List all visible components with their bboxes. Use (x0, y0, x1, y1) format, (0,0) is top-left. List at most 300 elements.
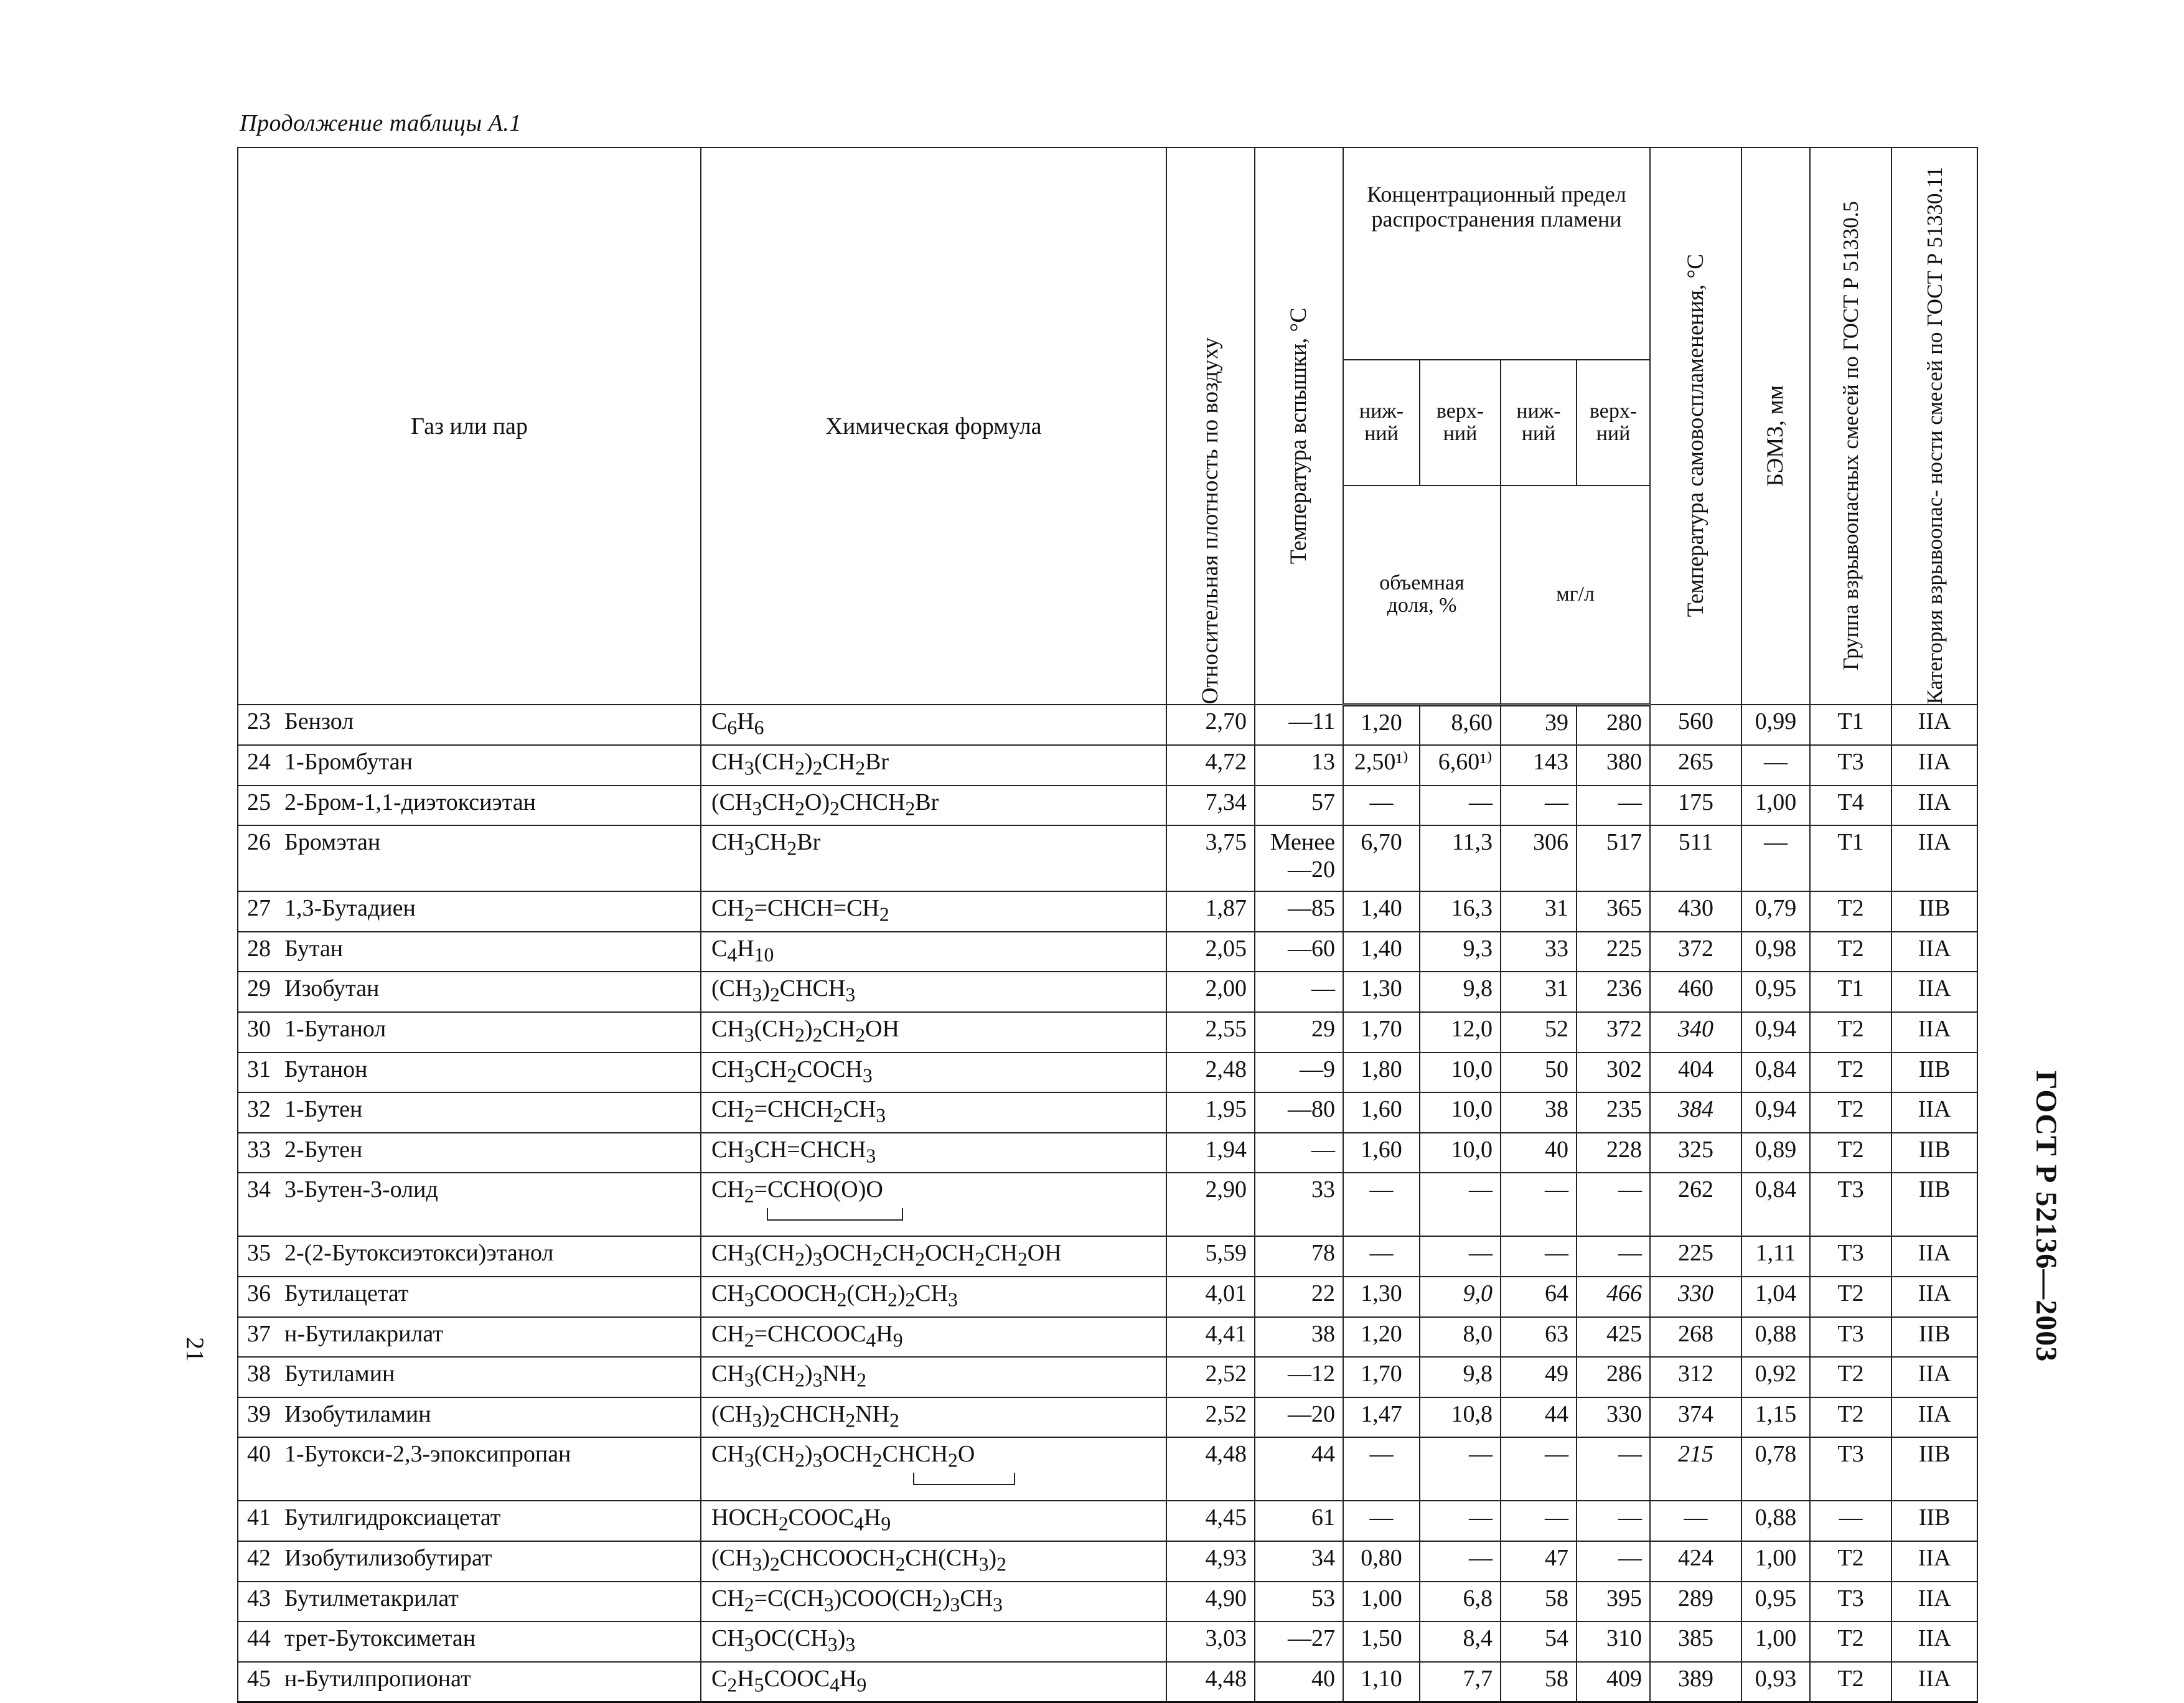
cell-upper-vol: 11,3 (1420, 825, 1501, 891)
cell-flash-point: 34 (1255, 1541, 1343, 1582)
cell-lower-mg: — (1501, 1173, 1577, 1236)
cell-group: T2 (1810, 1277, 1891, 1317)
cell-lower-mg: 33 (1501, 932, 1577, 972)
cell-group: T1 (1810, 825, 1891, 891)
header-lower-mg: ниж- ний (1501, 360, 1577, 486)
cell-density: 2,00 (1166, 972, 1255, 1012)
gas-name: Изобутан (284, 975, 380, 1002)
cell-gas-name (238, 1236, 701, 1277)
cell-lower-vol: 1,40 (1343, 932, 1420, 972)
cell-formula: $CH_2=CCHO(O)O$ (701, 1173, 1166, 1236)
cell-lower-vol: — (1343, 1173, 1420, 1236)
cell-upper-vol: 8,60 (1420, 705, 1501, 745)
cell-lower-vol: — (1343, 1236, 1420, 1277)
cell-density: 4,48 (1166, 1662, 1255, 1702)
cell-gas-name (238, 1277, 701, 1317)
cell-density: 1,94 (1166, 1133, 1255, 1173)
cell-lower-vol: 1,30 (1343, 1277, 1420, 1317)
cell-upper-vol: 10,0 (1420, 1053, 1501, 1093)
cell-autoignition: 268 (1650, 1317, 1741, 1358)
gas-name: Бутилацетат (284, 1280, 409, 1307)
cell-gas-name (238, 1662, 701, 1702)
cell-flash-point: 13 (1255, 745, 1343, 786)
cell-autoignition: 312 (1650, 1357, 1741, 1397)
page-number: 21 (181, 1337, 209, 1362)
cell-density: 7,34 (1166, 786, 1255, 826)
cell-upper-vol: 9,8 (1420, 1357, 1501, 1397)
cell-upper-mg: — (1577, 1437, 1650, 1501)
cell-density: 2,48 (1166, 1053, 1255, 1093)
cell-lower-vol: 6,70 (1343, 825, 1420, 891)
cell-upper-vol: 8,0 (1420, 1317, 1501, 1358)
cell-lower-vol: 0,80 (1343, 1541, 1420, 1582)
cell-density: 2,70 (1166, 705, 1255, 745)
header-volume-fraction: объемная доля, % (1343, 486, 1501, 705)
cell-group: T3 (1810, 745, 1891, 786)
cell-group: T2 (1810, 932, 1891, 972)
cell-formula: $CH_3(CH_2)_3OCH_2CH_2OCH_2CH_2OH$ (701, 1236, 1166, 1277)
cell-flash-point: — (1255, 972, 1343, 1012)
cell-density: 4,48 (1166, 1437, 1255, 1501)
cell-lower-vol: 1,70 (1343, 1357, 1420, 1397)
cell-bemz: 0,95 (1741, 1582, 1810, 1622)
cell-lower-mg: 39 (1501, 705, 1577, 745)
header-concentration: Концентрационный предел распространения пламени (1343, 148, 1650, 360)
table-row (238, 705, 1977, 745)
cell-lower-vol: 1,00 (1343, 1582, 1420, 1622)
cell-formula: $C_4H_{10}$ (701, 932, 1166, 972)
cell-group: T2 (1810, 891, 1891, 932)
cell-lower-mg: 44 (1501, 1397, 1577, 1438)
gas-name: 1-Бромбутан (284, 749, 413, 776)
cell-bemz: 0,94 (1741, 1012, 1810, 1053)
gas-name: Бутиламин (284, 1361, 395, 1387)
cell-flash-point: 57 (1255, 786, 1343, 826)
table-row (238, 1092, 1977, 1133)
gas-name: Бутилгидроксиацетат (284, 1504, 501, 1531)
cell-formula: $CH_3COOCH_2(CH_2)_2CH_3$ (701, 1277, 1166, 1317)
cell-lower-vol: 1,80 (1343, 1053, 1420, 1093)
cell-formula: $CH_2=CHCH=CH_2$ (701, 891, 1166, 932)
cell-category: IIA (1891, 932, 1977, 972)
table-row (238, 1397, 1977, 1438)
cell-density: 4,45 (1166, 1501, 1255, 1541)
cell-upper-mg: 228 (1577, 1133, 1650, 1173)
cell-flash-point: —9 (1255, 1053, 1343, 1093)
cell-lower-mg: 50 (1501, 1053, 1577, 1093)
cell-bemz: 0,98 (1741, 932, 1810, 972)
cell-bemz: 0,79 (1741, 891, 1810, 932)
cell-lower-mg: 47 (1501, 1541, 1577, 1582)
table-row (238, 825, 1977, 891)
row-number: 32 (247, 1096, 271, 1123)
cell-lower-mg: 40 (1501, 1133, 1577, 1173)
gas-name: н-Бутилпропионат (284, 1665, 471, 1692)
cell-autoignition: 560 (1650, 705, 1741, 745)
document-side-title: ГОСТ Р 52136—2003 (2030, 1071, 2063, 1363)
cell-group: T3 (1810, 1582, 1891, 1622)
cell-gas-name (238, 1397, 701, 1438)
table-row (238, 1582, 1977, 1622)
header-upper-vol: верх- ний (1420, 360, 1501, 486)
cell-lower-vol: 1,60 (1343, 1092, 1420, 1133)
cell-flash-point: —11 (1255, 705, 1343, 745)
gas-name: 2-(2-Бутоксиэтокси)этанол (284, 1240, 554, 1267)
cell-group: T2 (1810, 1662, 1891, 1702)
cell-flash-point: 44 (1255, 1437, 1343, 1501)
cell-category: IIA (1891, 972, 1977, 1012)
gas-name: 1-Бутанол (284, 1016, 387, 1042)
cell-autoignition: 289 (1650, 1582, 1741, 1622)
cell-gas-name (238, 1053, 701, 1093)
cell-group: T1 (1810, 705, 1891, 745)
cell-autoignition: 374 (1650, 1397, 1741, 1438)
cell-upper-mg: — (1577, 786, 1650, 826)
cell-upper-vol: 10,0 (1420, 1092, 1501, 1133)
cell-flash-point: 22 (1255, 1277, 1343, 1317)
cell-density: 5,59 (1166, 1236, 1255, 1277)
header-density: Относительная плотность по воздуху (1166, 148, 1255, 705)
cell-flash-point: 61 (1255, 1501, 1343, 1541)
cell-upper-vol: 10,8 (1420, 1397, 1501, 1438)
cell-lower-mg: 63 (1501, 1317, 1577, 1358)
cell-bemz: 0,88 (1741, 1317, 1810, 1358)
cell-upper-vol: 9,0 (1420, 1277, 1501, 1317)
cell-autoignition: 330 (1650, 1277, 1741, 1317)
cell-density: 1,95 (1166, 1092, 1255, 1133)
header-upper-mg: верх- ний (1577, 360, 1650, 486)
cell-density: 1,87 (1166, 891, 1255, 932)
cell-category: IIA (1891, 705, 1977, 745)
table-row (238, 891, 1977, 932)
cell-bemz: 0,92 (1741, 1357, 1810, 1397)
row-number: 31 (247, 1056, 271, 1082)
gas-name: 3-Бутен-3-олид (284, 1176, 438, 1203)
cell-group: — (1810, 1501, 1891, 1541)
header-category: Категория взрывоопас- ности смесей по ГОСТ Р 51330.11 (1891, 148, 1977, 705)
cell-upper-vol: 6,8 (1420, 1582, 1501, 1622)
row-number: 42 (247, 1544, 271, 1571)
cell-formula: $CH_3(CH_2)_2CH_2OH$ (701, 1012, 1166, 1053)
cell-density: 2,55 (1166, 1012, 1255, 1053)
cell-upper-mg: — (1577, 1541, 1650, 1582)
row-number: 29 (247, 975, 271, 1002)
cell-flash-point: —80 (1255, 1092, 1343, 1133)
cell-gas-name (238, 1012, 701, 1053)
cell-bemz: 0,78 (1741, 1437, 1810, 1501)
ring-bracket (767, 1208, 903, 1221)
cell-flash-point: —27 (1255, 1621, 1343, 1662)
cell-density: 2,05 (1166, 932, 1255, 972)
row-number: 39 (247, 1400, 271, 1427)
cell-upper-vol: — (1420, 1236, 1501, 1277)
gas-name: 2-Бутен (284, 1136, 363, 1163)
cell-gas-name (238, 1133, 701, 1173)
table-row (238, 1236, 1977, 1277)
cell-flash-point: 53 (1255, 1582, 1343, 1622)
row-number: 38 (247, 1361, 271, 1387)
cell-category: IIB (1891, 1437, 1977, 1501)
cell-upper-vol: — (1420, 1501, 1501, 1541)
cell-flash-point: 40 (1255, 1662, 1343, 1702)
cell-gas-name (238, 705, 701, 745)
cell-category: IIA (1891, 1092, 1977, 1133)
cell-category: IIA (1891, 1662, 1977, 1702)
cell-flash-point: —60 (1255, 932, 1343, 972)
table-row (238, 1501, 1977, 1541)
cell-upper-mg: 466 (1577, 1277, 1650, 1317)
cell-gas-name (238, 1501, 701, 1541)
cell-bemz: 0,95 (1741, 972, 1810, 1012)
cell-density: 3,03 (1166, 1621, 1255, 1662)
cell-gas-name (238, 1437, 701, 1501)
cell-formula: $C_6H_6$ (701, 705, 1166, 745)
cell-upper-vol: 6,60¹⁾ (1420, 745, 1501, 786)
cell-density: 3,75 (1166, 825, 1255, 891)
row-number: 30 (247, 1016, 271, 1042)
cell-upper-vol: 12,0 (1420, 1012, 1501, 1053)
cell-upper-vol: — (1420, 1541, 1501, 1582)
cell-upper-mg: 380 (1577, 745, 1650, 786)
cell-bemz: 1,00 (1741, 1621, 1810, 1662)
cell-lower-mg: 306 (1501, 825, 1577, 891)
cell-group: T2 (1810, 1012, 1891, 1053)
cell-autoignition: 430 (1650, 891, 1741, 932)
header-mg-per-l: мг/л (1501, 486, 1650, 705)
cell-category: IIA (1891, 1582, 1977, 1622)
cell-bemz: — (1741, 745, 1810, 786)
cell-lower-vol: 1,20 (1343, 705, 1420, 745)
cell-category: IIB (1891, 1053, 1977, 1093)
cell-lower-mg: — (1501, 1236, 1577, 1277)
cell-group: T3 (1810, 1173, 1891, 1236)
cell-flash-point: — (1255, 1133, 1343, 1173)
cell-upper-mg: 395 (1577, 1582, 1650, 1622)
cell-density: 4,01 (1166, 1277, 1255, 1317)
cell-category: IIB (1891, 1317, 1977, 1358)
cell-density: 2,52 (1166, 1357, 1255, 1397)
cell-formula: $CH_3(CH_2)_3OCH_2CHCH_2O$ (701, 1437, 1166, 1501)
cell-formula: $CH_3(CH_2)_2CH_2Br$ (701, 745, 1166, 786)
cell-formula: $CH_3CH=CHCH_3$ (701, 1133, 1166, 1173)
cell-bemz: 0,84 (1741, 1173, 1810, 1236)
gas-name: Изобутиламин (284, 1400, 431, 1427)
cell-gas-name (238, 1541, 701, 1582)
cell-upper-mg: — (1577, 1236, 1650, 1277)
cell-lower-mg: 64 (1501, 1277, 1577, 1317)
cell-group: T2 (1810, 1541, 1891, 1582)
cell-upper-mg: — (1577, 1501, 1650, 1541)
row-number: 34 (247, 1176, 271, 1203)
cell-autoignition: 262 (1650, 1173, 1741, 1236)
gas-name: Бутанон (284, 1056, 368, 1082)
cell-gas-name (238, 932, 701, 972)
cell-lower-mg: — (1501, 1501, 1577, 1541)
cell-gas-name (238, 1092, 701, 1133)
cell-bemz: 0,93 (1741, 1662, 1810, 1702)
cell-formula: $(CH_3)_2CHCOOCH_2CH(CH_3)_2$ (701, 1541, 1166, 1582)
row-number: 25 (247, 789, 271, 815)
row-number: 33 (247, 1136, 271, 1163)
cell-formula: $CH_3(CH_2)_3NH_2$ (701, 1357, 1166, 1397)
cell-upper-vol: 8,4 (1420, 1621, 1501, 1662)
table-row (238, 932, 1977, 972)
gas-name: 2-Бром-1,1-диэтоксиэтан (284, 789, 536, 815)
cell-bemz: 1,11 (1741, 1236, 1810, 1277)
cell-lower-vol: 1,20 (1343, 1317, 1420, 1358)
gas-name: Бутан (284, 935, 344, 962)
cell-density: 2,90 (1166, 1173, 1255, 1236)
cell-flash-point: 33 (1255, 1173, 1343, 1236)
cell-autoignition: 460 (1650, 972, 1741, 1012)
cell-category: IIB (1891, 1501, 1977, 1541)
table-row (238, 1621, 1977, 1662)
cell-lower-mg: 58 (1501, 1582, 1577, 1622)
cell-lower-vol: 1,30 (1343, 972, 1420, 1012)
cell-autoignition: 389 (1650, 1662, 1741, 1702)
cell-upper-vol: 10,0 (1420, 1133, 1501, 1173)
cell-autoignition: 325 (1650, 1133, 1741, 1173)
cell-formula: $CH_2=CHCOOC_4H_9$ (701, 1317, 1166, 1358)
cell-autoignition: 404 (1650, 1053, 1741, 1093)
cell-group: T3 (1810, 1236, 1891, 1277)
header-bemz: БЭМЗ, мм (1741, 148, 1810, 705)
cell-bemz: 1,15 (1741, 1397, 1810, 1438)
cell-autoignition: 215 (1650, 1437, 1741, 1501)
cell-gas-name (238, 786, 701, 826)
row-number: 45 (247, 1665, 271, 1692)
cell-formula: $(CH_3CH_2O)_2CHCH_2Br$ (701, 786, 1166, 826)
cell-autoignition: 340 (1650, 1012, 1741, 1053)
cell-density: 4,41 (1166, 1317, 1255, 1358)
row-number: 35 (247, 1240, 271, 1267)
cell-upper-mg: — (1577, 1173, 1650, 1236)
table-row (238, 1662, 1977, 1702)
gas-name: трет-Бутоксиметан (284, 1625, 476, 1652)
cell-upper-vol: 7,7 (1420, 1662, 1501, 1702)
gas-name: н-Бутилакрилат (284, 1320, 443, 1347)
cell-lower-vol: — (1343, 786, 1420, 826)
ring-bracket (913, 1473, 1015, 1485)
cell-group: T3 (1810, 1437, 1891, 1501)
cell-bemz: 0,88 (1741, 1501, 1810, 1541)
cell-upper-vol: — (1420, 786, 1501, 826)
table-body (238, 705, 1977, 1702)
header-formula: Химическая формула (701, 148, 1166, 705)
table-row (238, 786, 1977, 826)
row-number: 23 (247, 708, 271, 735)
cell-flash-point: —12 (1255, 1357, 1343, 1397)
cell-category: IIB (1891, 1173, 1977, 1236)
cell-flash-point: 38 (1255, 1317, 1343, 1358)
row-number: 24 (247, 749, 271, 776)
cell-lower-vol: 1,70 (1343, 1012, 1420, 1053)
cell-bemz: 1,04 (1741, 1277, 1810, 1317)
cell-category: IIA (1891, 1012, 1977, 1053)
cell-category: IIA (1891, 745, 1977, 786)
cell-gas-name (238, 1621, 701, 1662)
cell-group: T2 (1810, 1133, 1891, 1173)
cell-gas-name (238, 1582, 701, 1622)
cell-formula: $CH_2=C(CH_3)COO(CH_2)_3CH_3$ (701, 1582, 1166, 1622)
cell-upper-vol: 16,3 (1420, 891, 1501, 932)
cell-category: IIA (1891, 1236, 1977, 1277)
cell-upper-mg: 425 (1577, 1317, 1650, 1358)
table-row (238, 1277, 1977, 1317)
cell-gas-name (238, 891, 701, 932)
cell-lower-vol: 1,50 (1343, 1621, 1420, 1662)
cell-density: 2,52 (1166, 1397, 1255, 1438)
table-row (238, 1173, 1977, 1236)
cell-upper-mg: 235 (1577, 1092, 1650, 1133)
cell-formula: $(CH_3)_2CHCH_3$ (701, 972, 1166, 1012)
cell-group: T2 (1810, 1053, 1891, 1093)
cell-group: T2 (1810, 1357, 1891, 1397)
cell-flash-point: —20 (1255, 1397, 1343, 1438)
cell-lower-mg: — (1501, 1437, 1577, 1501)
cell-upper-mg: 372 (1577, 1012, 1650, 1053)
cell-lower-mg: — (1501, 786, 1577, 826)
table-row (238, 1133, 1977, 1173)
row-number: 44 (247, 1625, 271, 1652)
cell-upper-mg: 330 (1577, 1397, 1650, 1438)
cell-lower-vol: 1,47 (1343, 1397, 1420, 1438)
gas-name: Изобутилизобутират (284, 1544, 492, 1571)
cell-autoignition: 372 (1650, 932, 1741, 972)
cell-bemz: 0,84 (1741, 1053, 1810, 1093)
cell-lower-vol: 1,60 (1343, 1133, 1420, 1173)
cell-upper-mg: 517 (1577, 825, 1650, 891)
cell-lower-mg: 31 (1501, 891, 1577, 932)
cell-group: T2 (1810, 1621, 1891, 1662)
gas-name: Бензол (284, 708, 354, 735)
cell-gas-name (238, 972, 701, 1012)
cell-lower-mg: 52 (1501, 1012, 1577, 1053)
cell-group: T4 (1810, 786, 1891, 826)
cell-formula: $(CH_3)_2CHCH_2NH_2$ (701, 1397, 1166, 1438)
cell-lower-vol: 1,10 (1343, 1662, 1420, 1702)
row-number: 26 (247, 829, 271, 856)
gas-name: 1,3-Бутадиен (284, 895, 416, 922)
data-table (237, 147, 1978, 1703)
cell-flash-point: 78 (1255, 1236, 1343, 1277)
cell-upper-mg: 236 (1577, 972, 1650, 1012)
cell-lower-mg: 54 (1501, 1621, 1577, 1662)
cell-upper-mg: 302 (1577, 1053, 1650, 1093)
cell-autoignition: 424 (1650, 1541, 1741, 1582)
table-row (238, 1437, 1977, 1501)
cell-autoignition: 385 (1650, 1621, 1741, 1662)
gas-name: Бутилметакрилат (284, 1585, 459, 1612)
table-row (238, 1053, 1977, 1093)
cell-gas-name (238, 1357, 701, 1397)
cell-bemz: 1,00 (1741, 786, 1810, 826)
cell-flash-point: 29 (1255, 1012, 1343, 1053)
cell-formula: $CH_3CH_2Br$ (701, 825, 1166, 891)
row-number: 27 (247, 895, 271, 922)
cell-formula: $CH_3OC(CH_3)_3$ (701, 1621, 1166, 1662)
cell-bemz: 0,94 (1741, 1092, 1810, 1133)
cell-lower-mg: 31 (1501, 972, 1577, 1012)
row-number: 40 (247, 1441, 271, 1468)
cell-upper-mg: 280 (1577, 705, 1650, 745)
row-number: 28 (247, 935, 271, 962)
row-number: 41 (247, 1504, 271, 1531)
cell-gas-name (238, 1317, 701, 1358)
cell-flash-point: —85 (1255, 891, 1343, 932)
cell-lower-vol: — (1343, 1501, 1420, 1541)
row-number: 36 (247, 1280, 271, 1307)
